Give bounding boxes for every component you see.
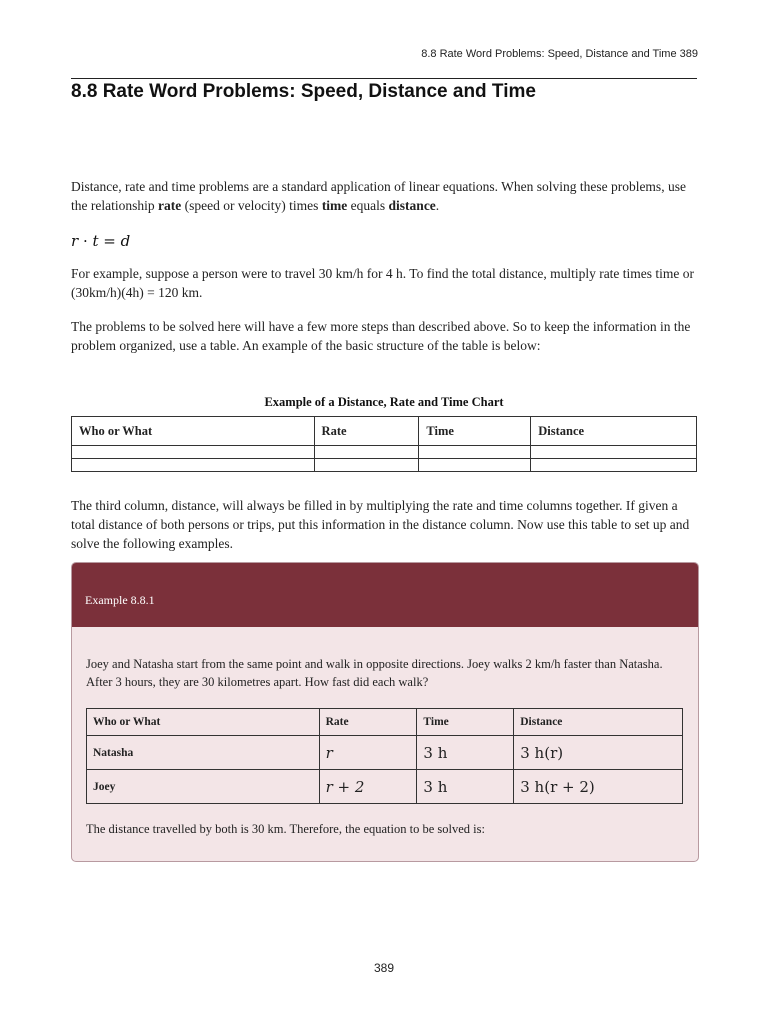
example-title: Example 8.8.1	[85, 593, 155, 607]
example-header-time: Time	[417, 709, 514, 736]
chart-header-row	[72, 417, 697, 446]
example-header	[72, 563, 698, 627]
table-cell	[72, 446, 315, 459]
row-who: Joey	[87, 770, 320, 804]
intro-text-3: equals	[347, 198, 389, 213]
row-time: 3 h	[417, 770, 514, 804]
intro-text-2: (speed or velocity) times	[181, 198, 322, 213]
table-cell	[531, 459, 697, 472]
row-who: Natasha	[87, 736, 320, 770]
formula-equals: =	[98, 232, 121, 250]
row-rate: r	[319, 736, 417, 770]
chart-header-rate: Rate	[314, 417, 419, 446]
chart-empty-row	[72, 446, 697, 459]
running-head: 8.8 Rate Word Problems: Speed, Distance and Time 389	[421, 48, 698, 60]
chapter-title: 8.8 Rate Word Problems: Speed, Distance and Time	[71, 78, 697, 103]
example-table-header-row	[87, 709, 683, 736]
third-column-paragraph: The third column, distance, will always be filled in by multiplying the rate and time columns together. If given a total distance of both persons or trips, put this information in the distance column. Now use this table to set up and solve the following examples.	[71, 498, 690, 551]
example-table	[86, 708, 683, 804]
intro-bold-rate: rate	[157, 198, 182, 213]
row-distance: 3 h(r + 2)	[514, 770, 683, 804]
row-time: 3 h	[417, 736, 514, 770]
example-problem: Joey and Natasha start from the same point and walk in opposite directions. Joey walks 2 km/h faster than Natasha. After 3 hours, they are 30 kilometres apart. How fast did each walk?	[86, 657, 663, 689]
example-header-who: Who or What	[87, 709, 320, 736]
intro-text-4: .	[435, 198, 440, 213]
intro-paragraph	[71, 177, 699, 215]
distance-rate-time-chart	[71, 416, 697, 472]
table-cell	[531, 446, 697, 459]
table-cell	[419, 459, 531, 472]
example-header-rate: Rate	[319, 709, 417, 736]
page-number: 389	[373, 961, 395, 975]
table-cell	[72, 459, 315, 472]
table-cell	[314, 459, 419, 472]
chart-empty-row	[72, 459, 697, 472]
formula-r: r	[71, 232, 79, 250]
intro-bold-time: time	[321, 198, 348, 213]
chart-header-distance: Distance	[531, 417, 697, 446]
example-paragraph: For example, suppose a person were to travel 30 km/h for 4 h. To find the total distance, multiply rate times time or (30km/h)(4h) = 120 km.	[71, 266, 695, 300]
rate-time-distance-formula	[71, 232, 130, 250]
table-row	[87, 770, 683, 804]
intro-bold-distance: distance	[388, 198, 436, 213]
table-cell	[314, 446, 419, 459]
formula-d: d	[120, 232, 131, 250]
example-header-distance: Distance	[514, 709, 683, 736]
chart-header-who: Who or What	[72, 417, 315, 446]
formula-dot: ·	[78, 232, 93, 250]
table-cell	[419, 446, 531, 459]
intro-text-1: Distance, rate and time problems are a standard application of linear equations. When solving these problems, use the relationship	[71, 179, 686, 213]
chart-caption: Example of a Distance, Rate and Time Chart	[264, 395, 504, 409]
table-intro-paragraph: The problems to be solved here will have a few more steps than described above. So to keep the information in the problem organized, use a table. An example of the basic structure of the table is below:	[71, 319, 691, 353]
row-distance: 3 h(r)	[514, 736, 683, 770]
example-closing-text: The distance travelled by both is 30 km. Therefore, the equation to be solved is:	[86, 822, 485, 836]
row-rate: r + 2	[319, 770, 417, 804]
chart-header-time: Time	[419, 417, 531, 446]
example-box	[71, 562, 699, 862]
formula-t: t	[92, 232, 99, 250]
table-row	[87, 736, 683, 770]
